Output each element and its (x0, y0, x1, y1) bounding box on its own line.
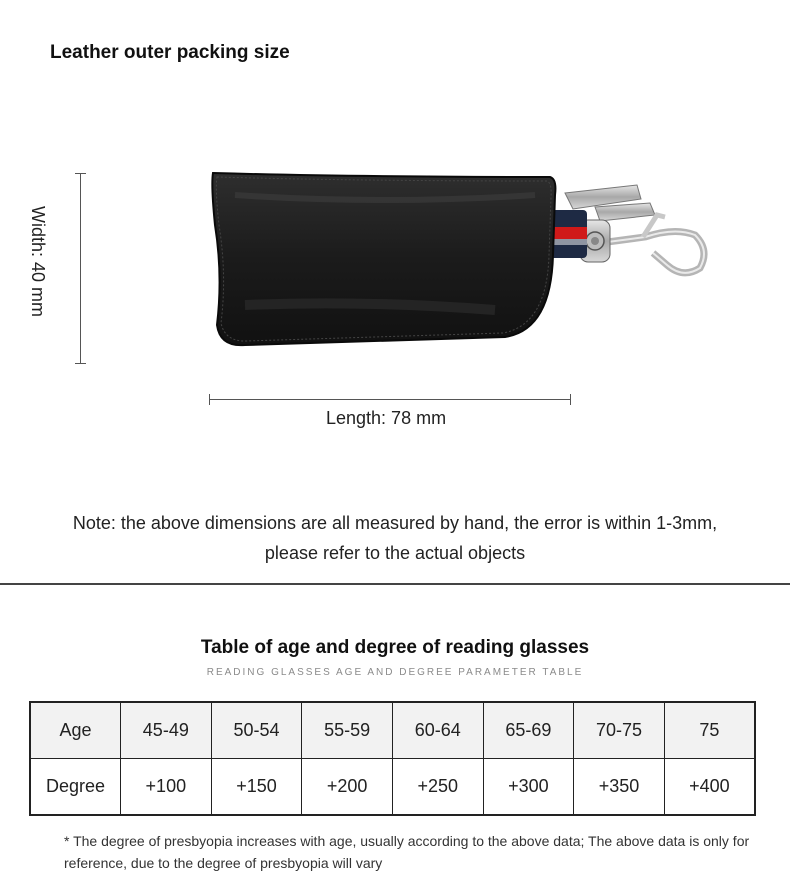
degree-cell: +150 (211, 759, 302, 816)
age-degree-table (29, 701, 756, 816)
length-label: Length: 78 mm (326, 408, 447, 428)
age-cell: 60-64 (392, 702, 483, 759)
age-cell: 70-75 (574, 702, 665, 759)
age-cell: 55-59 (302, 702, 393, 759)
table-subtitle: READING GLASSES AGE AND DEGREE PARAMETER TABLE (206, 667, 584, 678)
age-cell: 45-49 (121, 702, 212, 759)
length-dimension-cap-left (209, 394, 210, 405)
length-dimension-cap-right (570, 394, 571, 405)
age-cell: 65-69 (483, 702, 574, 759)
leather-key-pouch-image (205, 165, 715, 355)
degree-cell: +200 (302, 759, 393, 816)
age-row (30, 702, 755, 759)
degree-row (30, 759, 755, 816)
measurement-note: Note: the above dimensions are all measured by hand, the error is within 1-3mm, please refer to the actual objects (72, 513, 718, 563)
age-cell: 75 (664, 702, 755, 759)
length-dimension-line (209, 399, 571, 400)
degree-cell: +250 (392, 759, 483, 816)
width-dimension-cap-top (75, 173, 86, 174)
degree-cell: +100 (121, 759, 212, 816)
row-header-age: Age (30, 702, 121, 759)
age-cell: 50-54 (211, 702, 302, 759)
row-header-degree: Degree (30, 759, 121, 816)
width-dimension-line (80, 173, 81, 363)
section-divider (0, 583, 790, 585)
width-dimension-cap-bottom (75, 363, 86, 364)
section-title: Leather outer packing size (50, 42, 290, 63)
footnote: * The degree of presbyopia increases with age, usually according to the above data; The above data is only for reference, due to the degree of presbyopia will vary (64, 833, 750, 871)
degree-cell: +350 (574, 759, 665, 816)
degree-cell: +300 (483, 759, 574, 816)
degree-cell: +400 (664, 759, 755, 816)
table-title: Table of age and degree of reading glasses (200, 637, 590, 658)
width-label: Width: 40 mm (28, 206, 48, 318)
